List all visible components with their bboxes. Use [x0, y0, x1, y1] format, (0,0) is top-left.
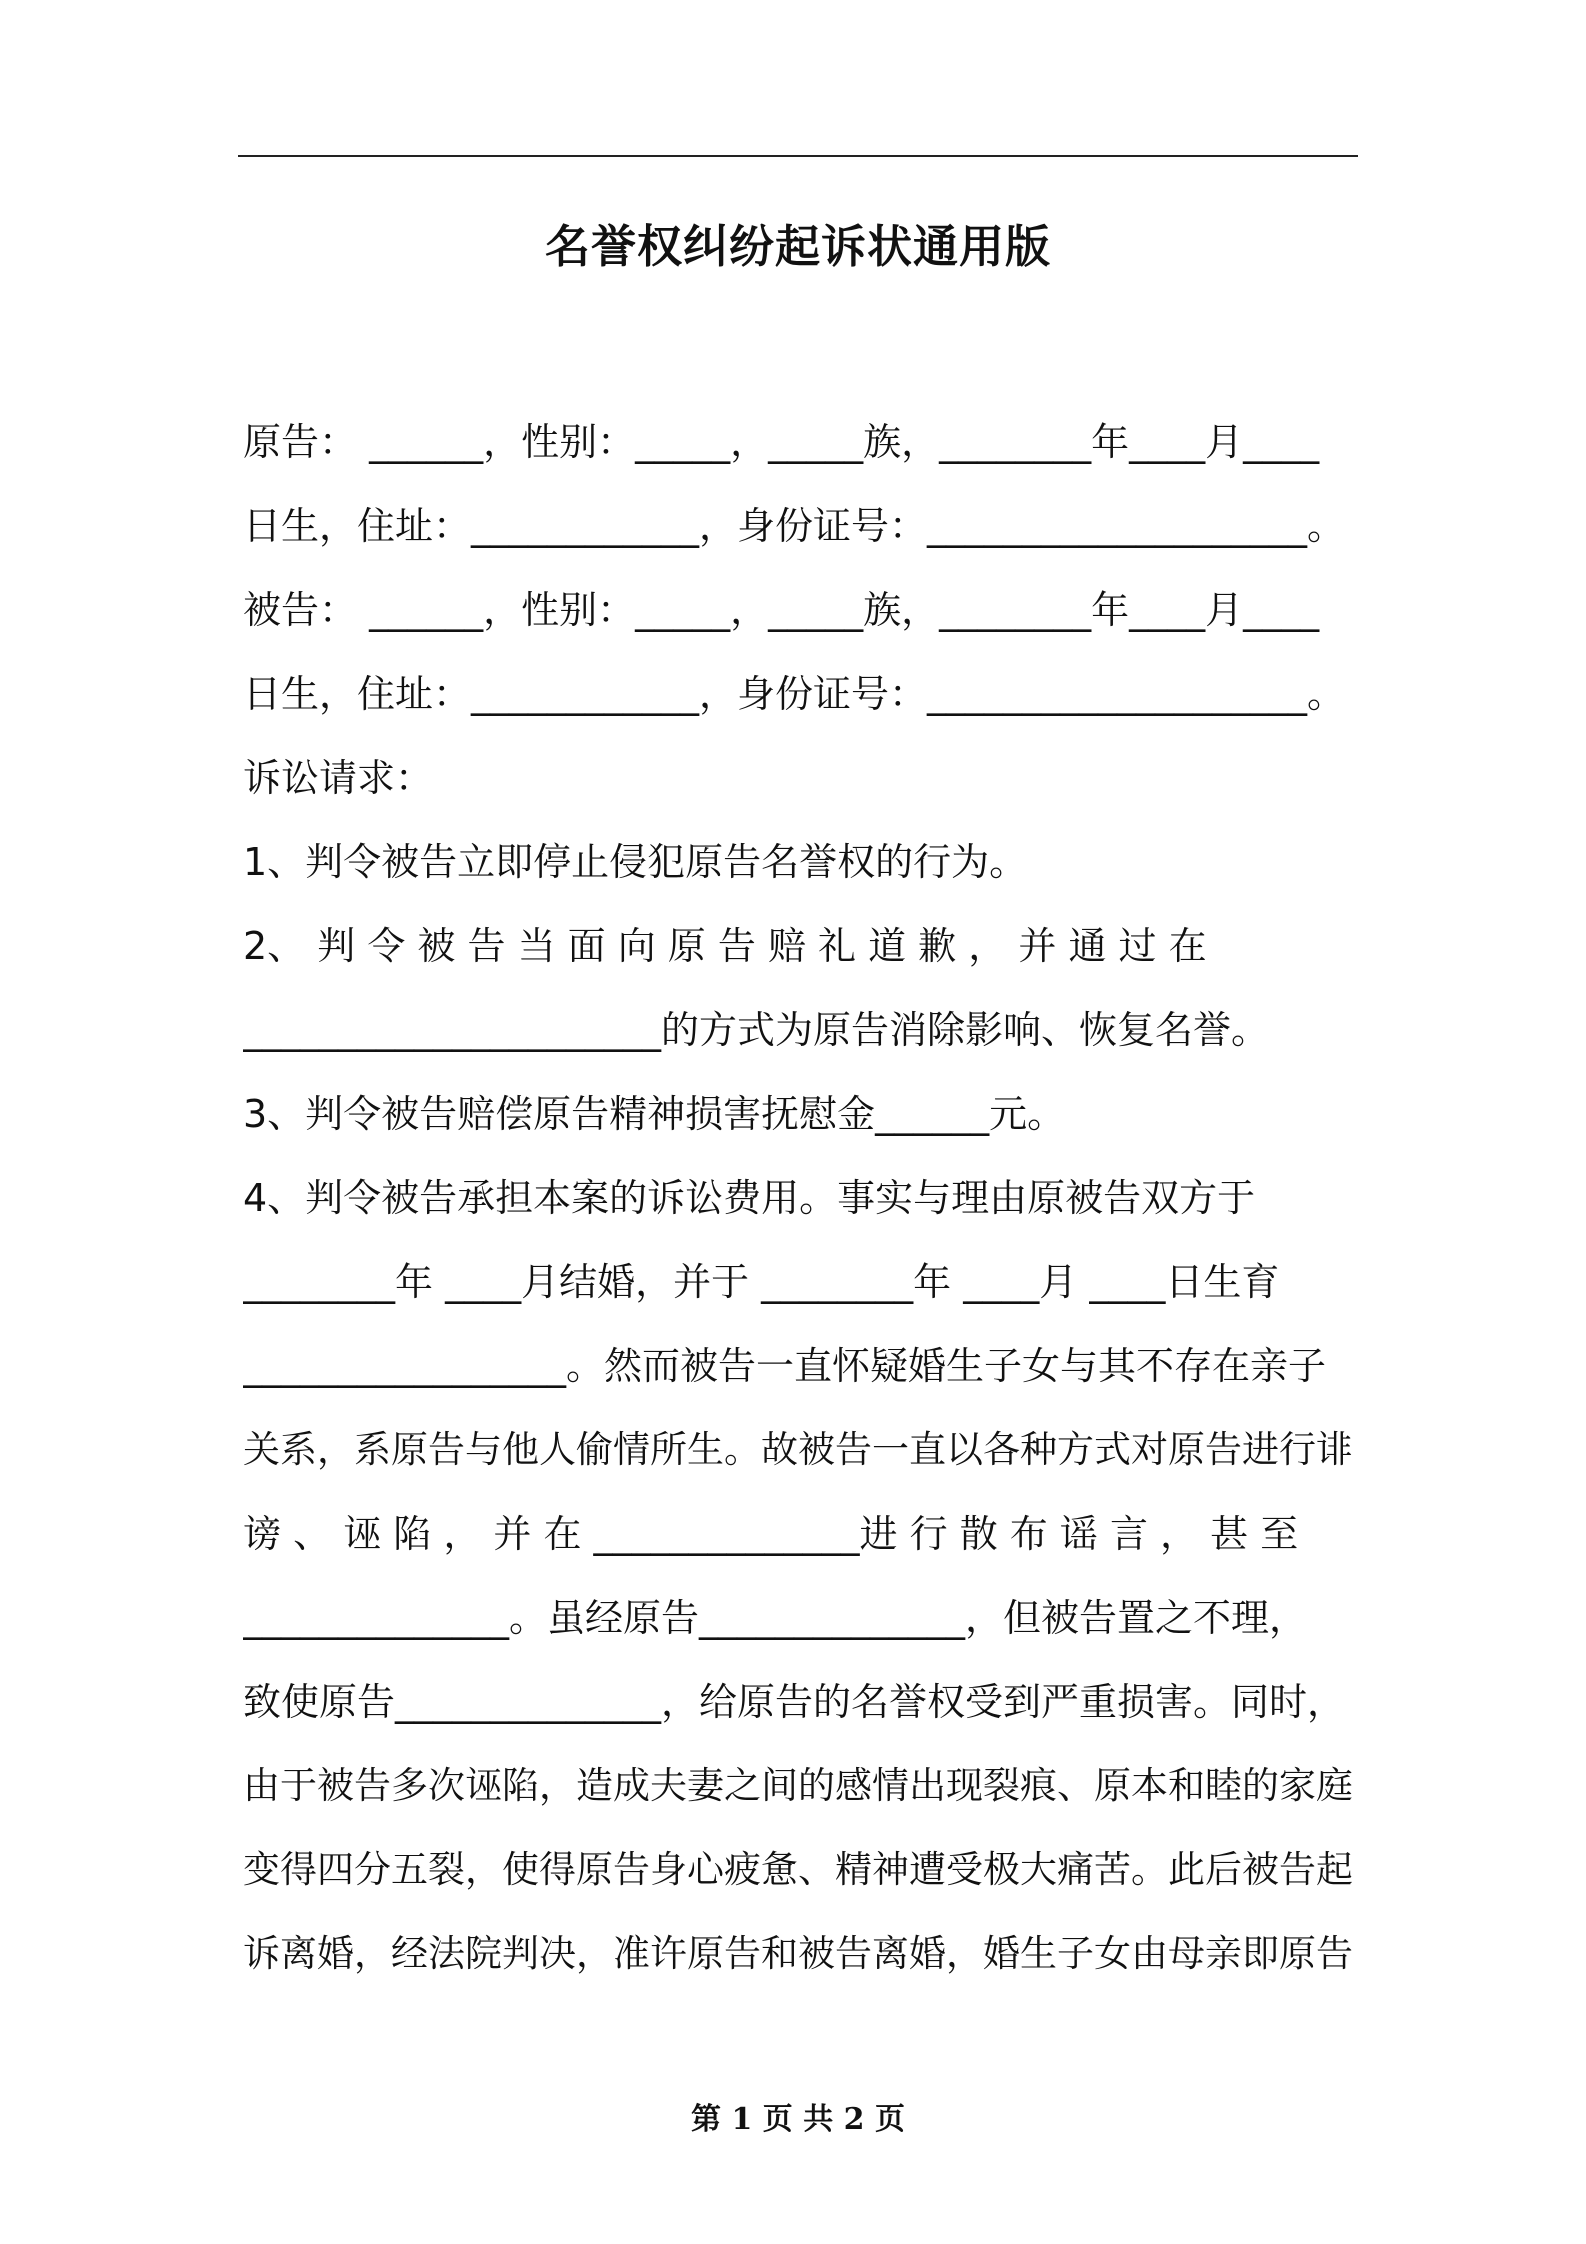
body-line: ________年 ____月结婚，并于 ________年 ____月 ____日生育	[243, 1260, 1280, 1304]
body-line: 日生，住址：____________，身份证号：____________________。	[243, 504, 1346, 548]
body-line: 关系，系原告与他人偷情所生。故被告一直以各种方式对原告进行诽	[243, 1428, 1353, 1471]
body-line: 3、判令被告赔偿原告精神损害抚慰金______元。	[243, 1092, 1066, 1136]
body-line: ______________。虽经原告______________，但被告置之不理，	[243, 1596, 1308, 1640]
body-line: 谤 、 诬 陷 ， 并 在 ______________进 行 散 布 谣 言 ， 甚 至	[243, 1512, 1299, 1556]
body-line: 2、 判 令 被 告 当 面 向 原 告 赔 礼 道 歉 ， 并 通 过 在	[243, 924, 1207, 968]
body-line: 变得四分五裂，使得原告身心疲惫、精神遭受极大痛苦。此后被告起	[243, 1848, 1353, 1891]
body-line: 由于被告多次诬陷，造成夫妻之间的感情出现裂痕、原本和睦的家庭	[243, 1764, 1353, 1807]
body-line: 诉讼请求：	[243, 756, 434, 800]
body-line: 日生，住址：____________，身份证号：____________________。	[243, 672, 1346, 716]
body-line: 1、判令被告立即停止侵犯原告名誉权的行为。	[243, 840, 1028, 884]
body-line: 致使原告______________，给原告的名誉权受到严重损害。同时，	[243, 1680, 1346, 1724]
body-line: 原告： ______，性别：_____，_____族，________年____月____	[243, 420, 1320, 464]
body-line: ______________________的方式为原告消除影响、恢复名誉。	[243, 1008, 1270, 1052]
header-rule	[238, 155, 1358, 157]
body-line: _________________。然而被告一直怀疑婚生子女与其不存在亲子	[243, 1344, 1327, 1388]
page-number: 第 1 页 共 2 页	[691, 2102, 905, 2137]
document-title: 名誉权纠纷起诉状通用版	[544, 220, 1051, 273]
body-line: 被告： ______，性别：_____，_____族，________年____月____	[243, 588, 1320, 632]
body-line: 诉离婚，经法院判决，准许原告和被告离婚，婚生子女由母亲即原告	[243, 1932, 1353, 1975]
document-body	[243, 400, 1355, 1996]
body-line: 4、判令被告承担本案的诉讼费用。事实与理由原被告双方于	[243, 1176, 1256, 1220]
